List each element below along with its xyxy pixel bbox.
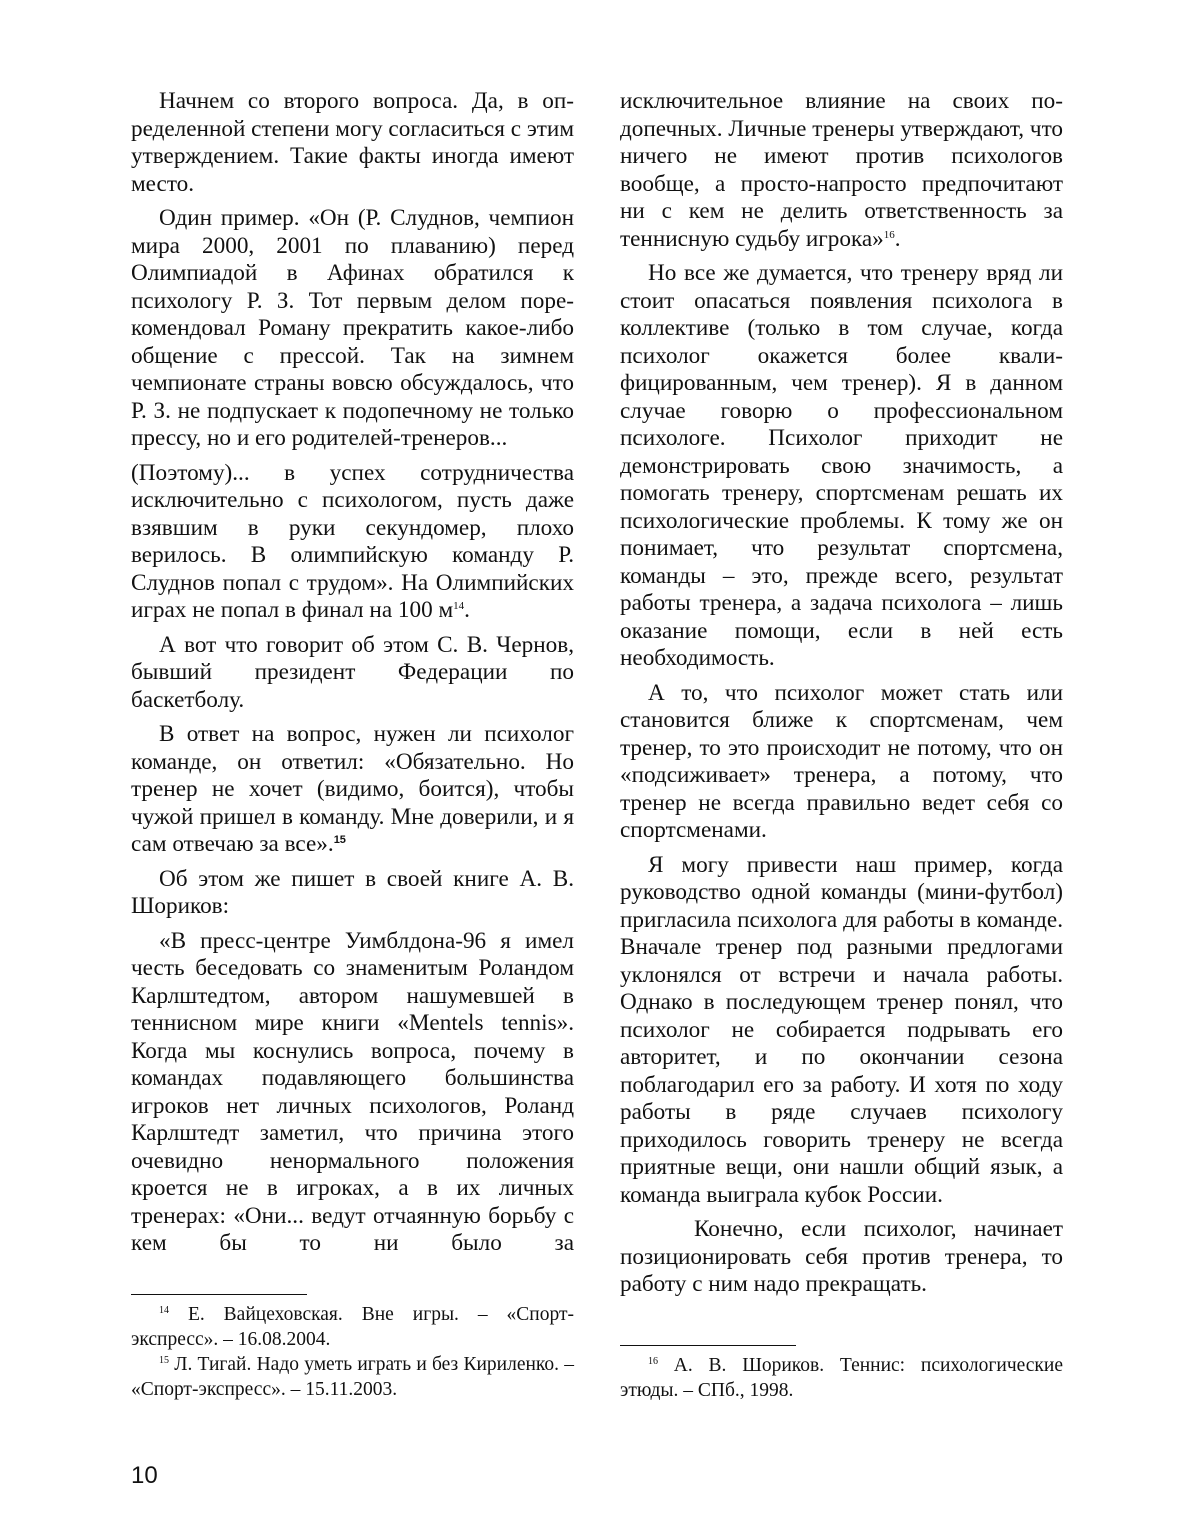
paragraph-text: (Поэтому)... в успех сотрудничества исключительно с психологом, пусть даже взявшим в руки секундомер, плохо верилось. В олимпийскую команду Р. Слуднов попал с трудом». На Олимпийских играх не попал в финал на 100 м xyxy=(131,459,574,623)
footnote-number: 14 xyxy=(159,1305,169,1316)
footnote-text: Е. Вайцеховская. Вне игры. – «Спорт-экспресс». – 16.08.2004. xyxy=(131,1304,574,1350)
paragraph: А вот что говорит об этом С. В. Чернов, бывший президент Федерации по баскетболу. xyxy=(131,631,574,713)
paragraph xyxy=(620,88,1063,253)
paragraph: Но все же думается, что тренеру вряд ли стоит опасаться появления психолога в коллективе (только в том случае, когда психолог окажется более квалифицированным, чем тренер). Я в данном случае говорю о профессиональном психологе. Психолог приходит не демонстрировать свою значимость, а помогать тренеру, спортсменам решать их психологические проблемы. К тому же он понимает, что результат спортсмена, команды – это, прежде всего, результат работы тренера, а задача психолога – лишь оказание помощи, если в ней есть необходимость. xyxy=(620,260,1063,671)
right-column xyxy=(620,88,1063,1306)
paragraph-end: . xyxy=(464,597,470,623)
paragraph: Конечно, если психолог, начинает позиционировать себя против тренера, то работу с ним надо прекращать. xyxy=(620,1216,1063,1297)
footnote xyxy=(131,1302,574,1352)
paragraph-text: В ответ на вопрос, нужен ли психолог команде, он ответил: «Обязательно. Но тренер не хочет (видимо, боится), чтобы чужой пришел в команду. Мне доверили, и я сам отвечаю за все». xyxy=(131,721,574,857)
footnotes-left xyxy=(131,1302,574,1402)
paragraph: «В пресс-центре Уимблдона-96 я имел честь беседовать со знаменитым Роландом Карлштедтом, автором нашумевшей в теннисном мире книги «Mentels tennis». Когда мы коснулись вопроса, почему в командах подавляющего большинства игроков нет личных психологов, Роланд Карлштедт заметил, что причина этого очевидно ненормального положения кроется не в игроках, а в их личных тренерах: «Они... ведут отчаянную борьбу с кем бы то ни было за xyxy=(131,927,574,1256)
footnote xyxy=(131,1352,574,1402)
paragraph: А то, что психолог может стать или становится ближе к спортсменам, чем тренер, то это происходит не потому, что он «подсиживает» тренера, а потому, что тренер не всегда правильно ведет себя со спортсменами. xyxy=(620,679,1063,843)
footnote-number: 16 xyxy=(648,1356,658,1367)
left-column xyxy=(131,88,574,1265)
paragraph: Я могу привести наш пример, когда руководство одной команды (мини-футбол) пригласила психолога для работы в команде. Вначале тренер под разными предлогами уклонялся от встречи и начала работы. Однако в последующем тренер понял, что психолог не собирается подрывать его авторитет, и по окончании сезона поблагодарил его за работу. И хотя по ходу работы в ряде случаев психологу приходилось говорить тренеру не всегда приятные вещи, они нашли общий язык, а команда выиграла кубок России. xyxy=(620,851,1063,1208)
footnote-number: 15 xyxy=(159,1355,169,1366)
page-number: 10 xyxy=(131,1462,158,1489)
footnote-ref[interactable]: 15 xyxy=(333,834,346,846)
footnote-divider xyxy=(620,1345,796,1346)
paragraph: Об этом же пишет в своей книге А. В. Шориков: xyxy=(131,865,574,919)
paragraph: Начнем со второго вопроса. Да, в определенной степени могу согласиться с этим утверждением. Такие факты иногда имеют место. xyxy=(131,88,574,197)
footnote-text: Л. Тигай. Надо уметь играть и без Кириленко. – «Спорт-экспресс». – 15.11.2003. xyxy=(131,1354,574,1400)
footnote-ref[interactable]: 16 xyxy=(883,228,895,241)
footnote-divider xyxy=(131,1294,307,1295)
paragraph xyxy=(131,460,574,625)
footnote-ref[interactable]: 14 xyxy=(453,600,465,612)
paragraph-text: исключительное влияние на своих подопечных. Личные тренеры утверждают, что ничего не имеют против психологов вообще, а просто-напросто предпочитают ни с кем не делить ответственность за теннисную судьбу игрока» xyxy=(620,88,1063,252)
footnotes-right xyxy=(620,1353,1063,1403)
paragraph: Один пример. «Он (Р. Слуднов, чемпион мира 2000, 2001 по плаванию) перед Олимпиадой в Афинах обратился к психологу Р. З. Тот первым делом порекомендовал Роману прекратить какое-либо общение с прессой. Так на зимнем чемпионате страны вовсю обсуждалось, что Р. З. не подпускает к подопечному не только прессу, но и его родителей-тренеров... xyxy=(131,205,574,451)
paragraph-end: . xyxy=(894,225,901,252)
footnote-text: А. В. Шориков. Теннис: психологические этюды. – СПб., 1998. xyxy=(620,1355,1063,1401)
footnote xyxy=(620,1353,1063,1403)
paragraph xyxy=(131,721,574,859)
